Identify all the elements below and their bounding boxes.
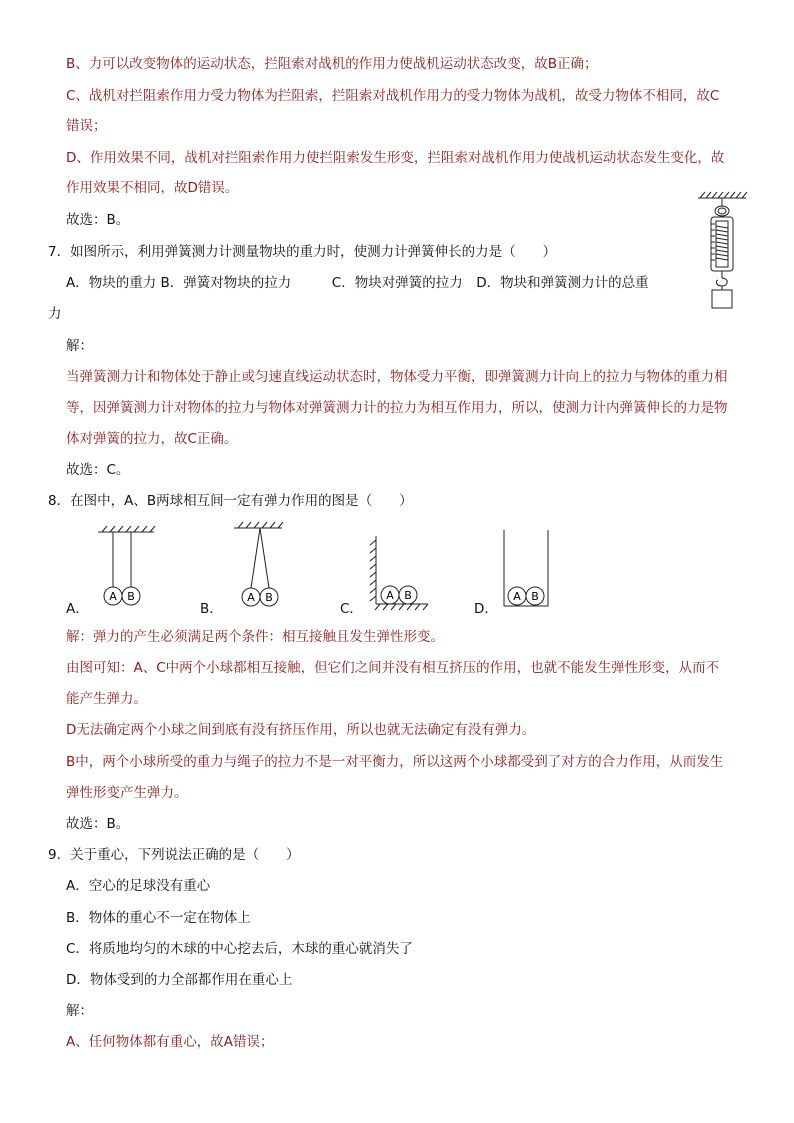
q7-answer: 故选：C。 bbox=[66, 462, 130, 478]
q8-figure-c bbox=[366, 534, 432, 612]
q6-option-d-explanation-line1: D、作用效果不同，战机对拦阻索作用力使拦阻索发生形变，拦阻索对战机作用力使战机运动状态发生变化，故 bbox=[66, 150, 725, 166]
q8-explanation-line3: 能产生弹力。 bbox=[66, 691, 147, 707]
q8-stem: 8．在图中，A、B两球相互间一定有弹力作用的图是（ ） bbox=[48, 493, 413, 509]
q7-stem: 7．如图所示，利用弹簧测力计测量物块的重力时，使测力计弹簧伸长的力是（ ） bbox=[48, 244, 557, 260]
q6-option-c-explanation-line1: C、战机对拦阻索作用力受力物体为拦阻索，拦阻索对战机作用力的受力物体为战机，故受力物体不相同，故C bbox=[66, 88, 720, 104]
q7-explanation-line2: 等，因弹簧测力计对物体的拉力与物体对弹簧测力计的拉力为相互作用力，所以，使测力计内弹簧伸长的力是物 bbox=[66, 400, 728, 416]
q9-stem: 9．关于重心，下列说法正确的是（ ） bbox=[48, 847, 300, 863]
q7-explanation-line3: 体对弹簧的拉力，故C正确。 bbox=[66, 431, 238, 447]
q8-option-b-label: B． bbox=[200, 601, 223, 617]
q8-option-a-label: A． bbox=[66, 601, 89, 617]
q9-explanation-line1: A、任何物体都有重心，故A错误； bbox=[66, 1034, 274, 1050]
q6-answer: 故选：B。 bbox=[66, 212, 130, 228]
q8-figure-c-ball-a: A bbox=[386, 589, 394, 602]
q6-option-d-explanation-line2: 作用效果不相同，故D错误。 bbox=[66, 180, 239, 196]
spring-scale-figure bbox=[696, 190, 748, 312]
q6-option-b-explanation: B、力可以改变物体的运动状态，拦阻索对战机的作用力使战机运动状态改变，故B正确； bbox=[66, 56, 598, 72]
q8-explanation-line2: 由图可知：A、C中两个小球都相互接触，但它们之间并没有相互挤压的作用，也就不能发生弹性形变，从而不 bbox=[66, 660, 720, 676]
q8-figure-a-ball-b: B bbox=[127, 590, 135, 603]
q8-explanation-line1: 解：弹力的产生必须满足两个条件：相互接触且发生弹性形变。 bbox=[66, 629, 444, 645]
q8-figure-b-ball-b: B bbox=[265, 591, 273, 604]
q8-option-c-label: C． bbox=[340, 601, 363, 617]
q8-figure-b-ball-a: A bbox=[247, 591, 255, 604]
q7-explanation-line1: 当弹簧测力计和物体处于静止或匀速直线运动状态时，物体受力平衡，即弹簧测力计向上的拉力与物体的重力相 bbox=[66, 369, 728, 385]
q8-figure-c-ball-b: B bbox=[404, 589, 412, 602]
q9-option-d: D．物体受到的力全部都作用在重心上 bbox=[66, 972, 293, 988]
q7-solution-label: 解： bbox=[66, 338, 93, 354]
q8-explanation-line6: 弹性形变产生弹力。 bbox=[66, 785, 188, 801]
q6-option-c-explanation-line2: 错误； bbox=[66, 118, 107, 134]
q8-figure-a bbox=[96, 524, 158, 610]
q8-explanation-line4: D无法确定两个小球之间到底有没有挤压作用，所以也就无法确定有没有弹力。 bbox=[66, 722, 536, 738]
q7-options: A．物块的重力 B．弹簧对物块的拉力 C．物块对弹簧的拉力 D．物块和弹簧测力计的总重 bbox=[66, 275, 649, 291]
q9-option-a: A．空心的足球没有重心 bbox=[66, 878, 211, 894]
q8-figure-b bbox=[232, 520, 288, 610]
q7-options-wrap: 力 bbox=[48, 306, 62, 322]
q8-figure-d bbox=[500, 528, 552, 610]
q8-figure-d-ball-a: A bbox=[513, 590, 521, 603]
q9-option-c: C．将质地均匀的木球的中心挖去后，木球的重心就消失了 bbox=[66, 941, 413, 957]
q8-option-d-label: D． bbox=[474, 601, 498, 617]
q8-answer: 故选：B。 bbox=[66, 816, 130, 832]
q8-figure-d-ball-b: B bbox=[531, 590, 539, 603]
q8-explanation-line5: B中，两个小球所受的重力与绳子的拉力不是一对平衡力，所以这两个小球都受到了对方的合力作用，从而发生 bbox=[66, 754, 724, 770]
q8-figure-a-ball-a: A bbox=[109, 590, 117, 603]
q9-solution-label: 解： bbox=[66, 1003, 93, 1019]
q9-option-b: B．物体的重心不一定在物体上 bbox=[66, 910, 251, 926]
